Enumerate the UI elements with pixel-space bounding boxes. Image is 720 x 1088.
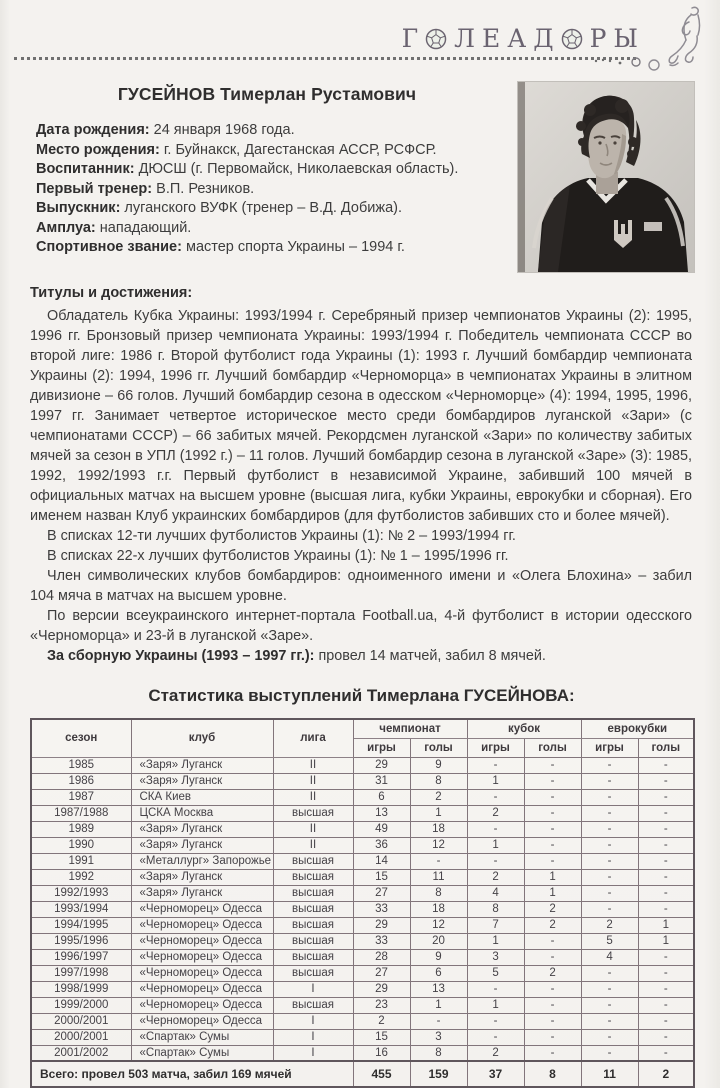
cell-euro-games: - — [581, 965, 638, 981]
national-team-value: провел 14 матчей, забил 8 мячей. — [318, 648, 546, 664]
table-row — [31, 853, 694, 869]
cell-season: 1996/1997 — [31, 949, 131, 965]
sub-column-header: игры — [581, 738, 638, 757]
cell-champ-goals: 12 — [410, 837, 467, 853]
cell-euro-goals: - — [638, 869, 694, 885]
cell-champ-games: 36 — [353, 837, 410, 853]
cell-club: «Заря» Луганск — [131, 885, 273, 901]
bio-line: Место рождения: г. Буйнакск, Дагестанская АССР, РСФСР. — [36, 141, 437, 158]
sub-column-header: игры — [353, 738, 410, 757]
cell-club: «Черноморец» Одесса — [131, 997, 273, 1013]
table-row — [31, 1029, 694, 1045]
cell-cup-goals: - — [524, 853, 581, 869]
cell-euro-games: - — [581, 1045, 638, 1061]
bio-label: Спортивное звание: — [36, 239, 182, 255]
cell-euro-goals: - — [638, 1045, 694, 1061]
page-header — [0, 0, 720, 72]
cell-season: 1992 — [31, 869, 131, 885]
cell-euro-goals: - — [638, 773, 694, 789]
bio-line: Дата рождения: 24 января 1968 года. — [36, 122, 295, 138]
bio-line: Выпускник: луганского ВУФК (тренер – В.Д. Добижа). — [36, 200, 402, 216]
achievement-paragraph: В списках 22-х лучших футболистов Украины (1): № 1 – 1995/1996 гг. — [47, 548, 509, 564]
rubric-letter: А — [507, 24, 527, 53]
rubric-letter: Л — [454, 24, 476, 53]
cell-season: 2000/2001 — [31, 1013, 131, 1029]
bio-label: Выпускник: — [36, 200, 121, 216]
cell-champ-goals: 1 — [410, 997, 467, 1013]
sub-column-header: игры — [467, 738, 524, 757]
cell-season: 2000/2001 — [31, 1029, 131, 1045]
cell-cup-games: - — [467, 981, 524, 997]
cell-cup-goals: - — [524, 773, 581, 789]
column-header: еврокубки — [581, 719, 694, 738]
cell-euro-goals: 1 — [638, 917, 694, 933]
cell-season: 1987/1988 — [31, 805, 131, 821]
cell-champ-goals: 6 — [410, 965, 467, 981]
cell-season: 1994/1995 — [31, 917, 131, 933]
cell-cup-goals: - — [524, 981, 581, 997]
cell-euro-goals: - — [638, 757, 694, 773]
cell-cup-goals: - — [524, 757, 581, 773]
national-team-line — [30, 646, 692, 666]
cell-euro-goals: - — [638, 885, 694, 901]
cell-club: ЦСКА Москва — [131, 805, 273, 821]
table-row — [31, 757, 694, 773]
cell-euro-goals: - — [638, 1013, 694, 1029]
total-value: 37 — [467, 1061, 524, 1087]
achievement-paragraph: По версии всеукраинского интернет-портала Football.ua, 4-й футболист в истории одесского «Черноморца» и 23-й в луганской «Заре». — [30, 608, 692, 644]
cell-champ-goals: 20 — [410, 933, 467, 949]
table-row — [31, 789, 694, 805]
cell-season: 1992/1993 — [31, 885, 131, 901]
cell-euro-goals: - — [638, 965, 694, 981]
cell-champ-goals: 11 — [410, 869, 467, 885]
cell-euro-goals: - — [638, 805, 694, 821]
cell-euro-games: - — [581, 821, 638, 837]
cell-league: I — [273, 1013, 353, 1029]
cell-cup-goals: - — [524, 1045, 581, 1061]
stats-table — [30, 718, 695, 1088]
cell-euro-games: - — [581, 853, 638, 869]
cell-club: «Черноморец» Одесса — [131, 965, 273, 981]
table-row — [31, 997, 694, 1013]
cell-champ-games: 31 — [353, 773, 410, 789]
cell-league: II — [273, 821, 353, 837]
cell-season: 1995/1996 — [31, 933, 131, 949]
cell-champ-goals: 8 — [410, 1045, 467, 1061]
cell-champ-games: 27 — [353, 965, 410, 981]
cell-euro-games: - — [581, 773, 638, 789]
cell-champ-games: 14 — [353, 853, 410, 869]
cell-cup-games: 3 — [467, 949, 524, 965]
cell-champ-games: 29 — [353, 981, 410, 997]
table-row — [31, 805, 694, 821]
cell-club: «Черноморец» Одесса — [131, 901, 273, 917]
bio-list — [30, 121, 504, 258]
bio-label: Воспитанник: — [36, 161, 135, 177]
cell-champ-games: 6 — [353, 789, 410, 805]
column-header: сезон — [31, 719, 131, 757]
cell-champ-goals: 9 — [410, 949, 467, 965]
cell-euro-goals: - — [638, 997, 694, 1013]
cell-champ-games: 15 — [353, 1029, 410, 1045]
cell-season: 1985 — [31, 757, 131, 773]
cell-cup-goals: 2 — [524, 965, 581, 981]
cell-cup-games: - — [467, 1029, 524, 1045]
cell-champ-goals: 9 — [410, 757, 467, 773]
cell-champ-goals: 8 — [410, 885, 467, 901]
cell-champ-games: 29 — [353, 757, 410, 773]
cell-club: «Черноморец» Одесса — [131, 949, 273, 965]
column-header: кубок — [467, 719, 581, 738]
cell-cup-games: 8 — [467, 901, 524, 917]
rubric-letter: Д — [533, 24, 554, 53]
cell-champ-games: 2 — [353, 1013, 410, 1029]
bio-line: Первый тренер: В.П. Резников. — [36, 180, 255, 197]
footballer-sketch-icon — [640, 2, 716, 76]
cell-season: 1986 — [31, 773, 131, 789]
cell-club: «Спартак» Сумы — [131, 1045, 273, 1061]
cell-champ-games: 49 — [353, 821, 410, 837]
cell-cup-goals: - — [524, 805, 581, 821]
cell-euro-games: - — [581, 997, 638, 1013]
total-label: Всего: провел 503 матча, забил 169 мячей — [31, 1061, 353, 1087]
bio-label: Место рождения: — [36, 141, 160, 158]
cell-season: 1993/1994 — [31, 901, 131, 917]
table-row — [31, 821, 694, 837]
cell-cup-goals: 1 — [524, 885, 581, 901]
cell-cup-games: - — [467, 789, 524, 805]
cell-league: высшая — [273, 933, 353, 949]
cell-cup-goals: - — [524, 949, 581, 965]
cell-champ-goals: 3 — [410, 1029, 467, 1045]
cell-cup-games: 2 — [467, 805, 524, 821]
cell-cup-games: - — [467, 1013, 524, 1029]
achievements-heading: Титулы и достижения: — [30, 285, 193, 301]
cell-euro-games: - — [581, 869, 638, 885]
column-header: клуб — [131, 719, 273, 757]
achievement-paragraph: Обладатель Кубка Украины: 1993/1994 г. Серебряный призер чемпионатов Украины (2): 1995, 1996 гг. Бронзовый призер чемпионата Украины: 1993/1994 г. Победитель чемпионата СССР во второй лиге: 1986 г. Второй футболист года Украины (1): 1993 г. Лучший бомбардир чемпионата Украины (2): 1994, 1996 гг. Лучший бомбардир «Черноморца» в чемпионатах Украины в элитном дивизионе – 66 голов. Лучший бомбардир сезона в одесском «Черноморце» (4): 1994, 1995, 1996, 1997 гг. Занимает четвертое историческое место среди бомбардиров луганской «Зари» (с чемпионатами СССР) – 66 забитых мячей. Рекордсмен луганской «Зари» по количеству забитых мячей за сезон в УПЛ (1992 г.) – 11 голов. Лучший бомбардир сезона в луганской «Заре» (3): 1985, 1992, 1992/1993 г.г. Первый футболист в независимой Украине, забивший 100 мячей в официальных матчах на высшем уровне (высшая лига, кубки Украины, еврокубки и сборная). Его именем назван Клуб украинских бомбардиров (для футболистов забивших сто и более мячей). — [30, 308, 692, 524]
cell-league: II — [273, 757, 353, 773]
column-header: чемпионат — [353, 719, 467, 738]
cell-champ-games: 33 — [353, 901, 410, 917]
cell-league: высшая — [273, 917, 353, 933]
cell-euro-games: - — [581, 1013, 638, 1029]
bio-label: Амплуа: — [36, 219, 96, 236]
cell-cup-goals: - — [524, 1029, 581, 1045]
cell-euro-games: 4 — [581, 949, 638, 965]
achievements-text — [30, 306, 692, 646]
achievement-paragraph: Член символических клубов бомбардиров: одноименного имени и «Олега Блохина» – забил 104 мяча в матчах на высшем уровне. — [30, 568, 692, 604]
cell-champ-games: 29 — [353, 917, 410, 933]
cell-season: 1997/1998 — [31, 965, 131, 981]
table-row — [31, 1045, 694, 1061]
cell-champ-goals: 12 — [410, 917, 467, 933]
cell-champ-games: 15 — [353, 869, 410, 885]
rubric-letter: Р — [589, 24, 607, 53]
table-row — [31, 837, 694, 853]
cell-cup-goals: - — [524, 837, 581, 853]
dotted-rule — [14, 57, 636, 60]
cell-league: высшая — [273, 949, 353, 965]
cell-champ-goals: - — [410, 1013, 467, 1029]
cell-champ-goals: 18 — [410, 821, 467, 837]
total-value: 8 — [524, 1061, 581, 1087]
sub-column-header: голы — [524, 738, 581, 757]
achievement-paragraph: В списках 12-ти лучших футболистов Украины (1): № 2 – 1993/1994 гг. — [47, 528, 516, 544]
cell-cup-goals: 2 — [524, 917, 581, 933]
cell-euro-games: 5 — [581, 933, 638, 949]
cell-cup-games: - — [467, 757, 524, 773]
cell-cup-games: 1 — [467, 997, 524, 1013]
cell-cup-goals: 1 — [524, 869, 581, 885]
cell-league: высшая — [273, 885, 353, 901]
cell-league: высшая — [273, 853, 353, 869]
cell-season: 1999/2000 — [31, 997, 131, 1013]
total-value: 455 — [353, 1061, 410, 1087]
table-row — [31, 869, 694, 885]
cell-euro-goals: - — [638, 837, 694, 853]
cell-league: I — [273, 1029, 353, 1045]
cell-club: «Черноморец» Одесса — [131, 981, 273, 997]
cell-club: «Черноморец» Одесса — [131, 917, 273, 933]
cell-cup-goals: - — [524, 933, 581, 949]
cell-club: «Металлург» Запорожье — [131, 853, 273, 869]
cell-club: СКА Киев — [131, 789, 273, 805]
table-row — [31, 965, 694, 981]
cell-cup-goals: - — [524, 789, 581, 805]
cell-euro-goals: - — [638, 901, 694, 917]
cell-cup-goals: 2 — [524, 901, 581, 917]
cell-euro-goals: - — [638, 1029, 694, 1045]
bio-label: Первый тренер: — [36, 180, 153, 197]
national-team-label: За сборную Украины (1993 – 1997 гг.): — [47, 648, 315, 664]
cell-euro-games: - — [581, 805, 638, 821]
cell-league: II — [273, 789, 353, 805]
achievements-section — [30, 285, 692, 666]
cell-champ-goals: 1 — [410, 805, 467, 821]
cell-champ-games: 27 — [353, 885, 410, 901]
cell-league: высшая — [273, 901, 353, 917]
rubric-letter: Г — [401, 24, 419, 53]
cell-league: I — [273, 981, 353, 997]
table-row — [31, 981, 694, 997]
cell-club: «Заря» Луганск — [131, 869, 273, 885]
cell-euro-goals: - — [638, 981, 694, 997]
player-photo — [518, 82, 694, 272]
cell-euro-games: - — [581, 837, 638, 853]
cell-cup-games: 1 — [467, 933, 524, 949]
cell-club: «Заря» Луганск — [131, 757, 273, 773]
cell-cup-games: 4 — [467, 885, 524, 901]
cell-euro-games: 2 — [581, 917, 638, 933]
cell-season: 1987 — [31, 789, 131, 805]
cell-euro-goals: - — [638, 949, 694, 965]
cell-club: «Заря» Луганск — [131, 821, 273, 837]
bio-line: Спортивное звание: мастер спорта Украины – 1994 г. — [36, 239, 405, 255]
cell-cup-goals: - — [524, 821, 581, 837]
cell-euro-games: - — [581, 757, 638, 773]
cell-cup-games: 2 — [467, 1045, 524, 1061]
soccer-ball-icon — [425, 28, 447, 50]
cell-cup-games: - — [467, 821, 524, 837]
cell-league: II — [273, 837, 353, 853]
rubric-title — [402, 26, 638, 51]
cell-season: 2001/2002 — [31, 1045, 131, 1061]
cell-cup-goals: - — [524, 997, 581, 1013]
column-header: лига — [273, 719, 353, 757]
cell-euro-goals: 1 — [638, 933, 694, 949]
cell-cup-games: - — [467, 853, 524, 869]
cell-season: 1998/1999 — [31, 981, 131, 997]
cell-league: II — [273, 773, 353, 789]
cell-club: «Черноморец» Одесса — [131, 1013, 273, 1029]
cell-euro-games: - — [581, 1029, 638, 1045]
table-row — [31, 901, 694, 917]
table-row — [31, 949, 694, 965]
cell-champ-games: 33 — [353, 933, 410, 949]
cell-club: «Спартак» Сумы — [131, 1029, 273, 1045]
cell-club: «Черноморец» Одесса — [131, 933, 273, 949]
cell-champ-goals: - — [410, 853, 467, 869]
cell-league: высшая — [273, 997, 353, 1013]
cell-season: 1989 — [31, 821, 131, 837]
cell-champ-games: 13 — [353, 805, 410, 821]
table-row — [31, 885, 694, 901]
cell-euro-goals: - — [638, 821, 694, 837]
cell-league: I — [273, 1045, 353, 1061]
soccer-ball-icon — [561, 28, 583, 50]
cell-club: «Заря» Луганск — [131, 773, 273, 789]
cell-champ-games: 16 — [353, 1045, 410, 1061]
bio-line: Амплуа: нападающий. — [36, 219, 192, 236]
rubric-letter: Ы — [613, 24, 638, 53]
cell-champ-games: 28 — [353, 949, 410, 965]
cell-champ-goals: 2 — [410, 789, 467, 805]
sub-column-header: голы — [410, 738, 467, 757]
total-row — [31, 1061, 694, 1087]
table-row — [31, 917, 694, 933]
sub-column-header: голы — [638, 738, 694, 757]
cell-euro-goals: - — [638, 853, 694, 869]
table-row — [31, 773, 694, 789]
cell-euro-games: - — [581, 789, 638, 805]
cell-cup-games: 7 — [467, 917, 524, 933]
cell-season: 1991 — [31, 853, 131, 869]
cell-champ-goals: 8 — [410, 773, 467, 789]
rubric-letter: Е — [482, 24, 501, 53]
intro-section — [30, 82, 708, 272]
cell-league: высшая — [273, 805, 353, 821]
cell-cup-games: 1 — [467, 773, 524, 789]
total-value: 11 — [581, 1061, 638, 1087]
total-value: 2 — [638, 1061, 694, 1087]
cell-cup-games: 5 — [467, 965, 524, 981]
cell-champ-goals: 18 — [410, 901, 467, 917]
player-name: ГУСЕЙНОВ Тимерлан Рустамович — [117, 84, 417, 104]
cell-champ-goals: 13 — [410, 981, 467, 997]
cell-league: высшая — [273, 869, 353, 885]
cell-euro-games: - — [581, 901, 638, 917]
cell-euro-goals: - — [638, 789, 694, 805]
table-row — [31, 1013, 694, 1029]
cell-champ-games: 23 — [353, 997, 410, 1013]
cell-cup-games: 2 — [467, 869, 524, 885]
cell-euro-games: - — [581, 981, 638, 997]
bio-label: Дата рождения: — [36, 122, 150, 138]
stats-caption: Статистика выступлений Тимерлана ГУСЕЙНОВА: — [148, 686, 575, 705]
cell-club: «Заря» Луганск — [131, 837, 273, 853]
bio-line: Воспитанник: ДЮСШ (г. Первомайск, Николаевская область). — [36, 161, 459, 177]
total-value: 159 — [410, 1061, 467, 1087]
cell-cup-games: 1 — [467, 837, 524, 853]
stats-section — [30, 686, 693, 1088]
table-row — [31, 933, 694, 949]
cell-league: высшая — [273, 965, 353, 981]
cell-season: 1990 — [31, 837, 131, 853]
cell-cup-goals: - — [524, 1013, 581, 1029]
cell-euro-games: - — [581, 885, 638, 901]
